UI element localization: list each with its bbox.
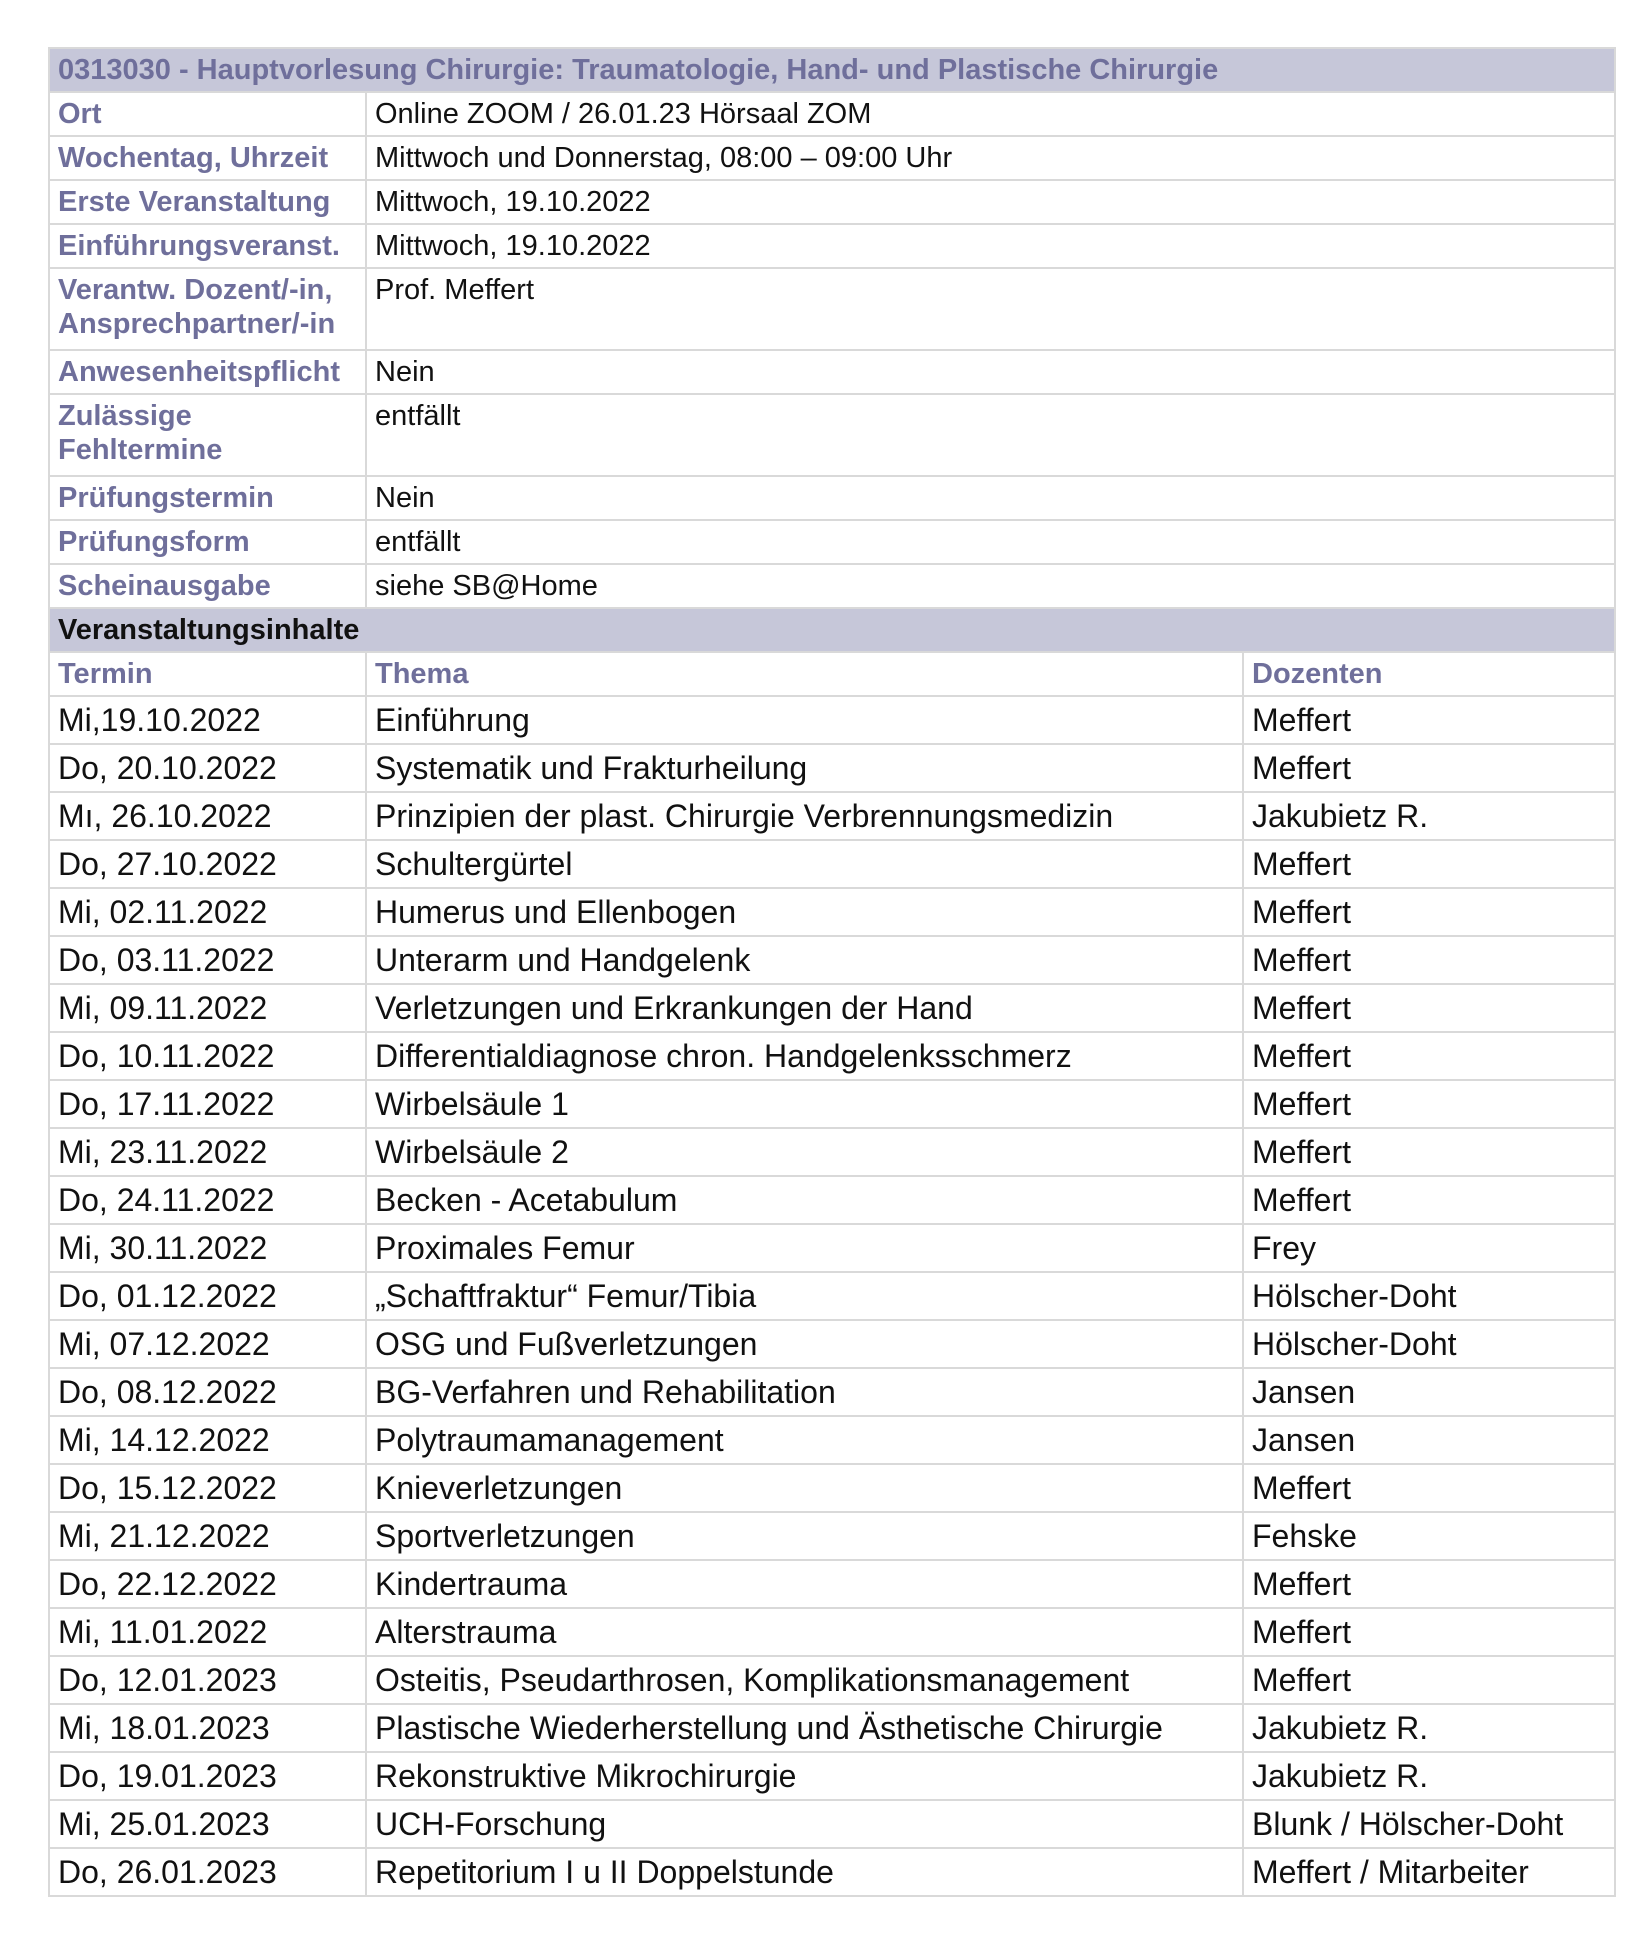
table-row bbox=[49, 1128, 1615, 1176]
schedule-cell-thema: Proximales Femur bbox=[366, 1224, 1243, 1272]
table-row bbox=[49, 1560, 1615, 1608]
info-row-fehltermine bbox=[49, 394, 1615, 476]
info-label: Scheinausgabe bbox=[49, 564, 366, 608]
schedule-cell-termin: Do, 24.11.2022 bbox=[49, 1176, 366, 1224]
table-row bbox=[49, 1272, 1615, 1320]
schedule-cell-termin: Mi, 09.11.2022 bbox=[49, 984, 366, 1032]
schedule-cell-dozenten: Meffert bbox=[1243, 888, 1615, 936]
info-row-anwesenheitspflicht bbox=[49, 350, 1615, 394]
schedule-header-row bbox=[49, 652, 1615, 696]
schedule-cell-thema: Verletzungen und Erkrankungen der Hand bbox=[366, 984, 1243, 1032]
schedule-cell-termin: Mi, 18.01.2023 bbox=[49, 1704, 366, 1752]
schedule-cell-thema: Einführung bbox=[366, 696, 1243, 744]
info-value: Prof. Meffert bbox=[366, 268, 1615, 350]
schedule-cell-termin: Do, 27.10.2022 bbox=[49, 840, 366, 888]
info-row-dozent bbox=[49, 268, 1615, 350]
table-row bbox=[49, 984, 1615, 1032]
schedule-cell-dozenten: Meffert bbox=[1243, 1608, 1615, 1656]
column-header-termin: Termin bbox=[49, 652, 366, 696]
schedule-cell-thema: OSG und Fußverletzungen bbox=[366, 1320, 1243, 1368]
schedule-cell-dozenten: Meffert bbox=[1243, 1128, 1615, 1176]
schedule-cell-dozenten: Hölscher-Doht bbox=[1243, 1320, 1615, 1368]
schedule-cell-thema: Humerus und Ellenbogen bbox=[366, 888, 1243, 936]
schedule-cell-thema: Kindertrauma bbox=[366, 1560, 1243, 1608]
schedule-cell-dozenten: Meffert bbox=[1243, 1080, 1615, 1128]
course-title: 0313030 - Hauptvorlesung Chirurgie: Traumatologie, Hand- und Plastische Chirurgie bbox=[49, 48, 1615, 92]
info-value: Mittwoch und Donnerstag, 08:00 – 09:00 Uhr bbox=[366, 136, 1615, 180]
schedule-cell-dozenten: Fehske bbox=[1243, 1512, 1615, 1560]
schedule-cell-thema: Rekonstruktive Mikrochirurgie bbox=[366, 1752, 1243, 1800]
schedule-cell-dozenten: Meffert bbox=[1243, 936, 1615, 984]
schedule-cell-termin: Do, 10.11.2022 bbox=[49, 1032, 366, 1080]
info-value: siehe SB@Home bbox=[366, 564, 1615, 608]
schedule-cell-thema: Differentialdiagnose chron. Handgelenksschmerz bbox=[366, 1032, 1243, 1080]
schedule-cell-thema: Sportverletzungen bbox=[366, 1512, 1243, 1560]
schedule-cell-dozenten: Jansen bbox=[1243, 1368, 1615, 1416]
schedule-cell-thema: Wirbelsäule 2 bbox=[366, 1128, 1243, 1176]
table-row bbox=[49, 936, 1615, 984]
schedule-cell-dozenten: Blunk / Hölscher-Doht bbox=[1243, 1800, 1615, 1848]
schedule-cell-dozenten: Meffert bbox=[1243, 1176, 1615, 1224]
schedule-cell-thema: Unterarm und Handgelenk bbox=[366, 936, 1243, 984]
info-label: Erste Veranstaltung bbox=[49, 180, 366, 224]
info-value: Nein bbox=[366, 350, 1615, 394]
schedule-cell-thema: Wirbelsäule 1 bbox=[366, 1080, 1243, 1128]
schedule-cell-termin: Mi,19.10.2022 bbox=[49, 696, 366, 744]
info-value: Mittwoch, 19.10.2022 bbox=[366, 224, 1615, 268]
schedule-cell-dozenten: Meffert bbox=[1243, 1464, 1615, 1512]
column-header-thema: Thema bbox=[366, 652, 1243, 696]
table-row bbox=[49, 888, 1615, 936]
table-row bbox=[49, 1800, 1615, 1848]
schedule-cell-thema: „Schaftfraktur“ Femur/Tibia bbox=[366, 1272, 1243, 1320]
table-row bbox=[49, 1416, 1615, 1464]
schedule-cell-dozenten: Jakubietz R. bbox=[1243, 1704, 1615, 1752]
schedule-cell-termin: Do, 08.12.2022 bbox=[49, 1368, 366, 1416]
course-table bbox=[48, 47, 1616, 1897]
schedule-cell-termin: Do, 17.11.2022 bbox=[49, 1080, 366, 1128]
schedule-cell-dozenten: Meffert bbox=[1243, 1032, 1615, 1080]
schedule-cell-thema: Osteitis, Pseudarthrosen, Komplikationsmanagement bbox=[366, 1656, 1243, 1704]
schedule-cell-termin: Do, 01.12.2022 bbox=[49, 1272, 366, 1320]
schedule-cell-thema: Knieverletzungen bbox=[366, 1464, 1243, 1512]
schedule-cell-dozenten: Meffert bbox=[1243, 744, 1615, 792]
column-header-dozenten: Dozenten bbox=[1243, 652, 1615, 696]
info-row-wochentag bbox=[49, 136, 1615, 180]
schedule-cell-thema: Repetitorium I u II Doppelstunde bbox=[366, 1848, 1243, 1896]
table-row bbox=[49, 696, 1615, 744]
info-label: Wochentag, Uhrzeit bbox=[49, 136, 366, 180]
info-value: entfällt bbox=[366, 394, 1615, 476]
schedule-cell-termin: Mi, 23.11.2022 bbox=[49, 1128, 366, 1176]
schedule-cell-termin: Do, 22.12.2022 bbox=[49, 1560, 366, 1608]
info-row-einfuehrung bbox=[49, 224, 1615, 268]
schedule-cell-termin: Mi, 30.11.2022 bbox=[49, 1224, 366, 1272]
schedule-cell-termin: Mi, 14.12.2022 bbox=[49, 1416, 366, 1464]
table-row bbox=[49, 1224, 1615, 1272]
schedule-cell-dozenten: Jakubietz R. bbox=[1243, 792, 1615, 840]
info-value: entfällt bbox=[366, 520, 1615, 564]
table-row bbox=[49, 744, 1615, 792]
schedule-cell-dozenten: Meffert bbox=[1243, 1560, 1615, 1608]
schedule-cell-termin: Do, 26.01.2023 bbox=[49, 1848, 366, 1896]
table-row bbox=[49, 1032, 1615, 1080]
schedule-cell-thema: UCH-Forschung bbox=[366, 1800, 1243, 1848]
info-row-pruefungstermin bbox=[49, 476, 1615, 520]
schedule-cell-thema: BG-Verfahren und Rehabilitation bbox=[366, 1368, 1243, 1416]
schedule-cell-dozenten: Meffert bbox=[1243, 696, 1615, 744]
table-row bbox=[49, 840, 1615, 888]
info-label: Zulässige Fehltermine bbox=[49, 394, 366, 476]
section-header-row bbox=[49, 608, 1615, 652]
table-row bbox=[49, 1752, 1615, 1800]
info-label: Verantw. Dozent/-in, Ansprechpartner/-in bbox=[49, 268, 366, 350]
schedule-cell-thema: Systematik und Frakturheilung bbox=[366, 744, 1243, 792]
table-row bbox=[49, 1176, 1615, 1224]
schedule-cell-termin: Mi, 07.12.2022 bbox=[49, 1320, 366, 1368]
schedule-cell-termin: Do, 03.11.2022 bbox=[49, 936, 366, 984]
schedule-cell-termin: Mı, 26.10.2022 bbox=[49, 792, 366, 840]
schedule-cell-thema: Schultergürtel bbox=[366, 840, 1243, 888]
schedule-cell-thema: Polytraumamanagement bbox=[366, 1416, 1243, 1464]
info-row-erste-veranstaltung bbox=[49, 180, 1615, 224]
schedule-cell-termin: Do, 15.12.2022 bbox=[49, 1464, 366, 1512]
schedule-cell-dozenten: Meffert bbox=[1243, 984, 1615, 1032]
info-label: Prüfungsform bbox=[49, 520, 366, 564]
schedule-cell-thema: Prinzipien der plast. Chirurgie Verbrennungsmedizin bbox=[366, 792, 1243, 840]
table-row bbox=[49, 1464, 1615, 1512]
table-row bbox=[49, 1704, 1615, 1752]
info-row-scheinausgabe bbox=[49, 564, 1615, 608]
course-title-row bbox=[49, 48, 1615, 92]
schedule-cell-dozenten: Frey bbox=[1243, 1224, 1615, 1272]
table-row bbox=[49, 1512, 1615, 1560]
schedule-cell-thema: Plastische Wiederherstellung und Ästhetische Chirurgie bbox=[366, 1704, 1243, 1752]
schedule-cell-thema: Alterstrauma bbox=[366, 1608, 1243, 1656]
schedule-cell-dozenten: Meffert bbox=[1243, 840, 1615, 888]
schedule-cell-dozenten: Hölscher-Doht bbox=[1243, 1272, 1615, 1320]
info-value: Nein bbox=[366, 476, 1615, 520]
schedule-cell-termin: Mi, 11.01.2022 bbox=[49, 1608, 366, 1656]
info-value: Mittwoch, 19.10.2022 bbox=[366, 180, 1615, 224]
info-label: Anwesenheitspflicht bbox=[49, 350, 366, 394]
info-value: Online ZOOM / 26.01.23 Hörsaal ZOM bbox=[366, 92, 1615, 136]
schedule-cell-dozenten: Meffert bbox=[1243, 1656, 1615, 1704]
schedule-cell-dozenten: Jakubietz R. bbox=[1243, 1752, 1615, 1800]
schedule-cell-termin: Do, 12.01.2023 bbox=[49, 1656, 366, 1704]
info-label: Einführungsveranst. bbox=[49, 224, 366, 268]
schedule-cell-termin: Do, 19.01.2023 bbox=[49, 1752, 366, 1800]
schedule-cell-termin: Mi, 21.12.2022 bbox=[49, 1512, 366, 1560]
schedule-cell-termin: Mi, 25.01.2023 bbox=[49, 1800, 366, 1848]
schedule-cell-thema: Becken - Acetabulum bbox=[366, 1176, 1243, 1224]
schedule-cell-dozenten: Jansen bbox=[1243, 1416, 1615, 1464]
schedule-cell-dozenten: Meffert / Mitarbeiter bbox=[1243, 1848, 1615, 1896]
table-row bbox=[49, 1608, 1615, 1656]
table-row bbox=[49, 1656, 1615, 1704]
table-row bbox=[49, 792, 1615, 840]
info-label: Prüfungstermin bbox=[49, 476, 366, 520]
table-row bbox=[49, 1848, 1615, 1896]
table-row bbox=[49, 1368, 1615, 1416]
info-row-pruefungsform bbox=[49, 520, 1615, 564]
schedule-cell-termin: Mi, 02.11.2022 bbox=[49, 888, 366, 936]
schedule-cell-termin: Do, 20.10.2022 bbox=[49, 744, 366, 792]
section-title: Veranstaltungsinhalte bbox=[49, 608, 1615, 652]
info-row-ort bbox=[49, 92, 1615, 136]
info-label: Ort bbox=[49, 92, 366, 136]
table-row bbox=[49, 1080, 1615, 1128]
table-row bbox=[49, 1320, 1615, 1368]
